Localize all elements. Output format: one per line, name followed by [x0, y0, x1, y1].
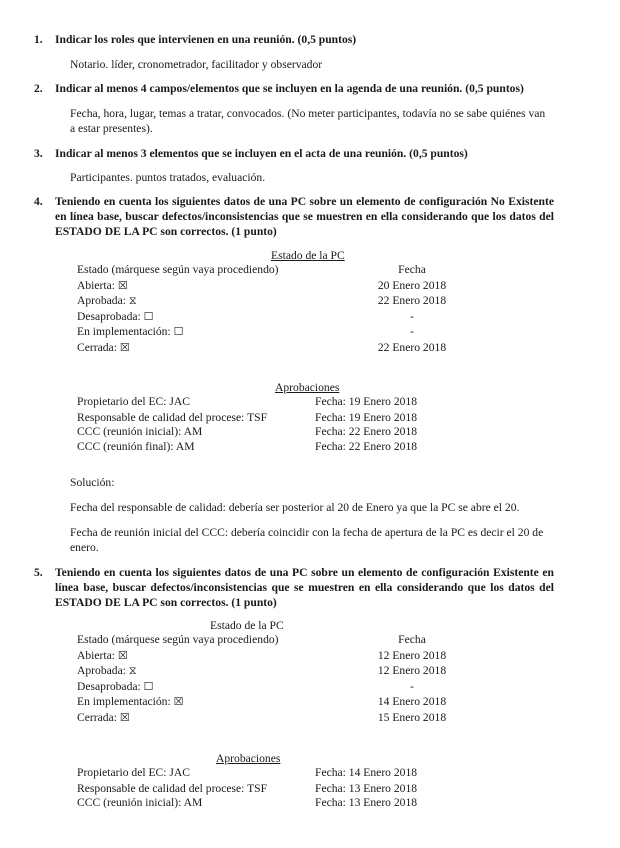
estado-fecha: 12 Enero 2018 [377, 664, 447, 677]
estado-label: Desaprobada: [77, 679, 141, 693]
estado-row [77, 648, 467, 664]
question-text: Indicar al menos 3 elementos que se incluyen en el acta de una reunión. (0,5 puntos) [55, 147, 468, 160]
estado-fecha: - [410, 325, 414, 338]
estado-row [77, 278, 467, 294]
empty-box-icon: ☐ [173, 326, 184, 338]
estado-fecha: 12 Enero 2018 [377, 648, 447, 662]
question-2 [34, 81, 554, 96]
estado-label: Cerrada: [77, 710, 117, 724]
estado-title: Estado de la PC [210, 619, 284, 632]
estado-table-4 [77, 262, 467, 355]
checked-box-icon: ☒ [119, 711, 130, 724]
question-text: Indicar al menos 4 campos/elementos que se incluyen en la agenda de una reunión. (0,5 puntos) [55, 82, 524, 95]
aprobacion-label: CCC (reunión inicial): AM [77, 425, 203, 438]
aprobaciones-title: Aprobaciones [216, 752, 281, 765]
estado-fecha: 15 Enero 2018 [377, 710, 447, 724]
estado-label: Aprobada: [77, 664, 126, 677]
estado-column-header: Estado (márquese según vaya procediendo) [77, 633, 279, 646]
question-3 [34, 146, 554, 161]
answer-3: Participantes. puntos tratados, evaluación. [70, 171, 266, 184]
aprobacion-fecha: Fecha: 19 Enero 2018 [315, 410, 418, 424]
answer-2: Fecha, hora, lugar, temas a tratar, convocados. (No meter participantes, todavía no se sabe quiénes van a estar presentes). [70, 107, 546, 135]
question-text: Indicar los roles que intervienen en una reunión. (0,5 puntos) [55, 33, 357, 46]
checked-box-icon: ☒ [117, 649, 128, 662]
answer-1: Notario. líder, cronometrador, facilitador y observador [70, 58, 323, 71]
solucion-heading: Solución: [70, 476, 115, 489]
estado-row [77, 309, 467, 325]
aprobacion-label: CCC (reunión inicial): AM [77, 796, 203, 809]
estado-label: En implementación: [77, 325, 171, 338]
aprobacion-fecha: Fecha: 13 Enero 2018 [315, 781, 418, 795]
empty-box-icon: ☐ [143, 310, 154, 323]
aprobacion-fecha: Fecha: 13 Enero 2018 [315, 796, 418, 809]
aprobacion-label: CCC (reunión final): AM [77, 439, 195, 453]
question-number: 3. [34, 147, 43, 160]
estado-label: Desaprobada: [77, 309, 141, 323]
question-text: Teniendo en cuenta los siguientes datos de una PC sobre un elemento de configuración No Existente en línea base, buscar defectos/inconsistencias que se muestren en ella considerando que los datos del ESTADO DE LA PC son correctos. (1 punto) [55, 195, 554, 238]
estado-fecha: 14 Enero 2018 [377, 695, 447, 708]
aprobacion-row [77, 410, 477, 425]
checked-box-icon: ☒ [117, 279, 128, 292]
estado-header-row [77, 632, 467, 648]
aprobaciones-table-4 [77, 394, 477, 454]
aprobacion-row [77, 439, 477, 455]
question-text: Teniendo en cuenta los siguientes datos de una PC sobre un elemento de configuración Existente en línea base, buscar defectos/inconsistencias que se muestren en ella considerando que los datos del ESTADO DE LA PC son correctos. (1 punto) [55, 566, 554, 609]
estado-fecha: - [410, 309, 414, 323]
aprobacion-label: Propietario del EC: JAC [77, 766, 191, 779]
question-1 [34, 32, 554, 47]
question-4 [34, 194, 554, 239]
estado-fecha: - [410, 679, 414, 693]
empty-box-icon: ☐ [143, 680, 154, 693]
aprobacion-row [77, 394, 477, 410]
aprobacion-fecha: Fecha: 19 Enero 2018 [315, 395, 418, 408]
solucion-item: Fecha de reunión inicial del CCC: debería coincidir con la fecha de apertura de la PC es decir el 20 de enero. [70, 526, 544, 554]
estado-row [77, 324, 467, 340]
question-number: 2. [34, 82, 43, 95]
estado-table-5 [77, 632, 467, 725]
estado-label: Abierta: [77, 278, 115, 292]
estado-row [77, 679, 467, 695]
question-number: 1. [34, 33, 43, 46]
question-5 [34, 565, 554, 610]
estado-fecha: 22 Enero 2018 [377, 294, 447, 307]
checked-box-icon: ☒ [119, 341, 130, 354]
aprobacion-fecha: Fecha: 14 Enero 2018 [315, 766, 418, 779]
aprobacion-fecha: Fecha: 22 Enero 2018 [315, 439, 418, 453]
estado-row [77, 663, 467, 679]
aprobaciones-table-5 [77, 765, 477, 811]
estado-label: Abierta: [77, 648, 115, 662]
hourglass-box-icon: ⧖ [128, 665, 137, 677]
aprobacion-label: Responsable de calidad del procese: TSF [77, 781, 268, 795]
aprobacion-fecha: Fecha: 22 Enero 2018 [315, 425, 418, 438]
aprobaciones-title: Aprobaciones [275, 381, 340, 394]
aprobacion-row [77, 795, 477, 811]
fecha-column-header: Fecha [398, 633, 426, 646]
fecha-column-header: Fecha [398, 263, 426, 276]
aprobacion-row [77, 424, 477, 439]
question-number: 5. [34, 566, 43, 579]
estado-header-row [77, 262, 467, 278]
question-number: 4. [34, 195, 43, 208]
estado-row [77, 694, 467, 710]
estado-row [77, 710, 467, 726]
estado-fecha: 20 Enero 2018 [377, 278, 447, 292]
aprobacion-row [77, 781, 477, 796]
estado-label: Aprobada: [77, 294, 126, 307]
aprobacion-label: Propietario del EC: JAC [77, 395, 191, 408]
checked-box-icon: ☒ [173, 696, 184, 708]
estado-row [77, 340, 467, 356]
estado-column-header: Estado (márquese según vaya procediendo) [77, 263, 279, 276]
estado-label: Cerrada: [77, 340, 117, 354]
estado-title: Estado de la PC [271, 249, 345, 262]
estado-row [77, 293, 467, 309]
estado-fecha: 22 Enero 2018 [377, 340, 447, 354]
aprobacion-row [77, 765, 477, 781]
hourglass-box-icon: ⧖ [128, 295, 137, 307]
aprobacion-label: Responsable de calidad del procese: TSF [77, 410, 268, 424]
solucion-item: Fecha del responsable de calidad: debería ser posterior al 20 de Enero ya que la PC se abre el 20. [70, 501, 520, 514]
estado-label: En implementación: [77, 695, 171, 708]
